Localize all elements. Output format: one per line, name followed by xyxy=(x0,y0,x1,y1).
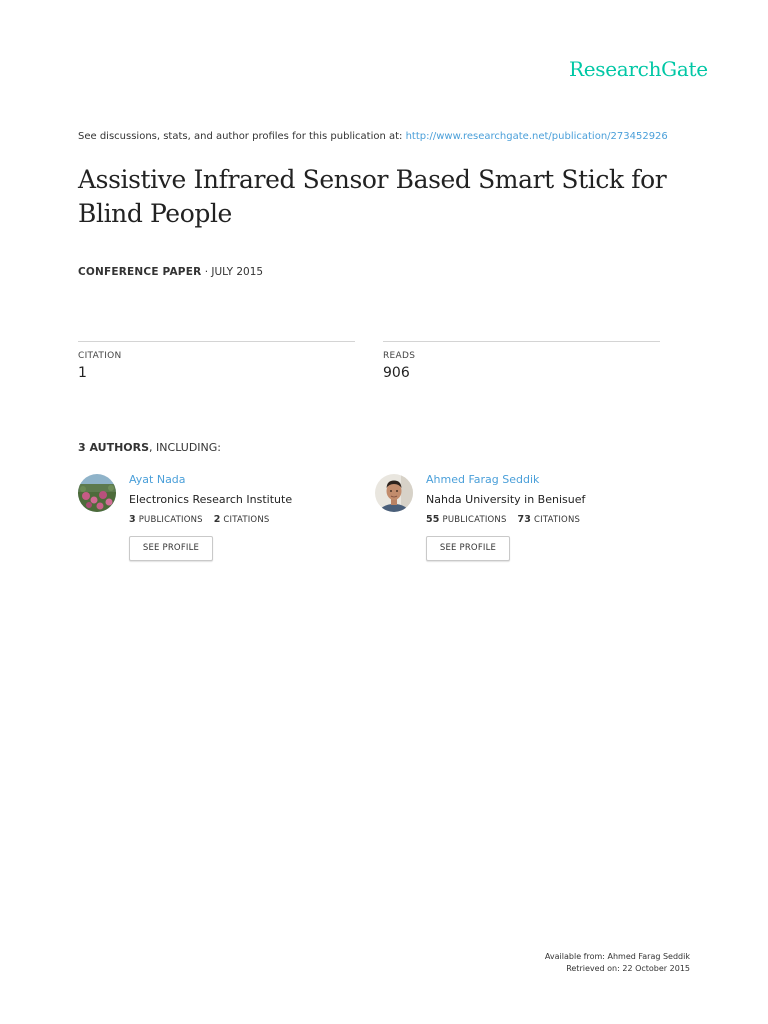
author-avatar-photo[interactable] xyxy=(78,474,116,512)
citations-count: 73 xyxy=(517,514,532,525)
publication-link[interactable]: http://www.researchgate.net/publication/273452926 xyxy=(405,131,668,142)
publication-title: Assistive Infrared Sensor Based Smart Stick for Blind People xyxy=(78,165,667,228)
author-institution: Electronics Research Institute xyxy=(129,493,293,506)
author-avatar-photo[interactable] xyxy=(375,474,413,512)
source-line xyxy=(78,131,668,142)
source-prefix: See discussions, stats, and author profiles for this publication at: xyxy=(78,131,406,142)
authors-count: 3 AUTHORS xyxy=(78,441,150,454)
citations-count: 2 xyxy=(213,514,221,525)
publications-count: 55 xyxy=(426,514,440,525)
publication-type: CONFERENCE PAPER xyxy=(78,266,202,278)
meta-separator: · xyxy=(201,266,212,278)
author-name-link[interactable]: Ayat Nada xyxy=(129,473,186,486)
citation-label: CITATION xyxy=(78,351,122,361)
publications-label: PUBLICATIONS xyxy=(442,515,507,525)
author-info xyxy=(426,473,676,561)
reads-stat xyxy=(383,341,660,381)
reads-label: READS xyxy=(383,351,416,361)
publications-label: PUBLICATIONS xyxy=(138,515,203,525)
authors-heading xyxy=(78,441,221,454)
citations-label: CITATIONS xyxy=(223,515,270,525)
retrieval-footer xyxy=(470,951,690,975)
retrieved-on: Retrieved on: 22 October 2015 xyxy=(566,964,690,973)
citation-count: 1 xyxy=(78,365,87,381)
authors-including: , INCLUDING: xyxy=(149,441,221,454)
author-info xyxy=(129,473,379,561)
available-from: Available from: Ahmed Farag Seddik xyxy=(544,952,690,961)
publication-meta xyxy=(78,266,263,278)
see-profile-button[interactable]: SEE PROFILE xyxy=(129,536,213,561)
publications-count: 3 xyxy=(129,514,136,525)
author-stats xyxy=(426,514,676,525)
publication-date: JULY 2015 xyxy=(211,266,264,278)
citation-stat xyxy=(78,341,355,381)
see-profile-button[interactable]: SEE PROFILE xyxy=(426,536,510,561)
author-name-link[interactable]: Ahmed Farag Seddik xyxy=(426,473,540,486)
author-institution: Nahda University in Benisuef xyxy=(426,493,586,506)
researchgate-logo[interactable]: ResearchGate xyxy=(569,57,708,81)
author-stats xyxy=(129,514,379,525)
citations-label: CITATIONS xyxy=(534,515,581,525)
reads-count: 906 xyxy=(383,365,410,381)
